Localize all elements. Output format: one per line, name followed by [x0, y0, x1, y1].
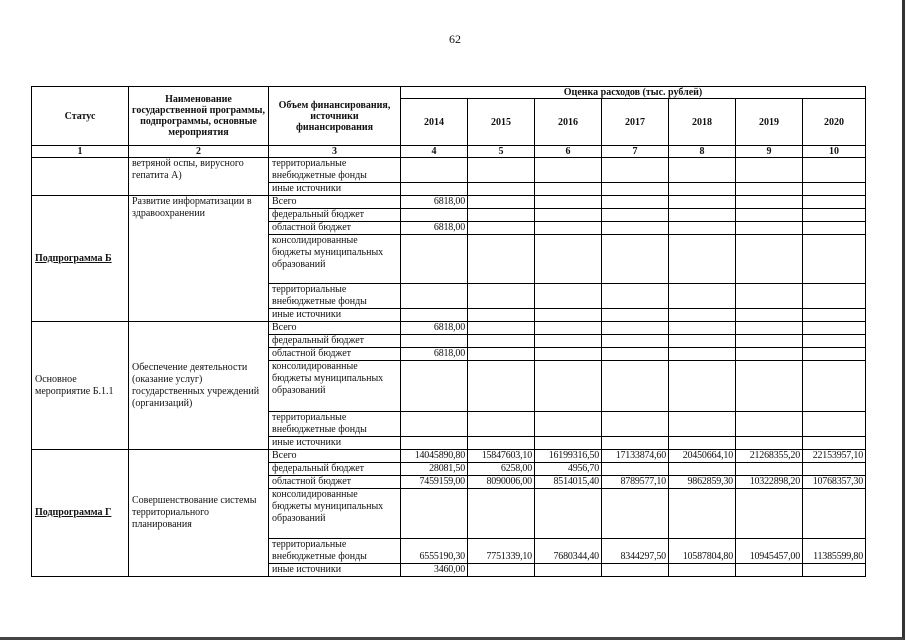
- amount-cell: [669, 335, 736, 348]
- amount-cell: 6555190,30: [401, 539, 468, 564]
- amount-cell: [468, 222, 535, 235]
- column-number: 8: [669, 146, 736, 158]
- amount-cell: 8514015,40: [535, 476, 602, 489]
- program-name-cell: ветряной оспы, вирусного гепатита А): [129, 158, 269, 196]
- amount-cell: [602, 309, 669, 322]
- amount-cell: [736, 335, 803, 348]
- amount-cell: [803, 183, 866, 196]
- header-year: 2019: [736, 99, 803, 146]
- amount-cell: [803, 309, 866, 322]
- amount-cell: [468, 309, 535, 322]
- amount-cell: [803, 284, 866, 309]
- amount-cell: [401, 309, 468, 322]
- amount-cell: [602, 437, 669, 450]
- amount-cell: [468, 348, 535, 361]
- amount-cell: [535, 361, 602, 412]
- amount-cell: [535, 196, 602, 209]
- amount-cell: [669, 222, 736, 235]
- amount-cell: [669, 309, 736, 322]
- amount-cell: [401, 183, 468, 196]
- amount-cell: [669, 209, 736, 222]
- funding-source-cell: территориальные внебюджетные фонды: [269, 284, 401, 309]
- funding-source-cell: областной бюджет: [269, 222, 401, 235]
- funding-source-cell: иные источники: [269, 564, 401, 577]
- header-year: 2015: [468, 99, 535, 146]
- amount-cell: [468, 158, 535, 183]
- amount-cell: [602, 209, 669, 222]
- amount-cell: [535, 209, 602, 222]
- funding-source-cell: федеральный бюджет: [269, 463, 401, 476]
- column-number: 5: [468, 146, 535, 158]
- amount-cell: 6818,00: [401, 222, 468, 235]
- funding-source-cell: Всего: [269, 196, 401, 209]
- amount-cell: [602, 361, 669, 412]
- table-row: [32, 322, 866, 335]
- amount-cell: 28081,50: [401, 463, 468, 476]
- amount-cell: [535, 284, 602, 309]
- amount-cell: [468, 412, 535, 437]
- program-name-cell: Совершенствование системы территориального планирования: [129, 450, 269, 577]
- funding-source-cell: иные источники: [269, 437, 401, 450]
- amount-cell: [736, 209, 803, 222]
- amount-cell: [803, 412, 866, 437]
- status-cell: [32, 158, 129, 196]
- amount-cell: [602, 284, 669, 309]
- page-number: 62: [449, 32, 461, 46]
- amount-cell: 4956,70: [535, 463, 602, 476]
- amount-cell: [803, 348, 866, 361]
- amount-cell: [468, 437, 535, 450]
- amount-cell: [669, 322, 736, 335]
- amount-cell: [401, 361, 468, 412]
- amount-cell: [535, 222, 602, 235]
- amount-cell: [669, 437, 736, 450]
- amount-cell: 21268355,20: [736, 450, 803, 463]
- table-row: [32, 158, 866, 183]
- table-body: [32, 158, 866, 577]
- amount-cell: 8344297,50: [602, 539, 669, 564]
- amount-cell: [669, 348, 736, 361]
- amount-cell: [468, 196, 535, 209]
- amount-cell: 6818,00: [401, 322, 468, 335]
- amount-cell: [736, 489, 803, 539]
- amount-cell: [602, 322, 669, 335]
- funding-source-cell: территориальные внебюджетные фонды: [269, 539, 401, 564]
- amount-cell: [401, 335, 468, 348]
- amount-cell: [736, 463, 803, 476]
- header-year: 2020: [803, 99, 866, 146]
- funding-source-cell: консолидированные бюджеты муниципальных образований: [269, 361, 401, 412]
- amount-cell: [602, 222, 669, 235]
- amount-cell: [736, 361, 803, 412]
- amount-cell: [401, 437, 468, 450]
- amount-cell: 8789577,10: [602, 476, 669, 489]
- amount-cell: [468, 335, 535, 348]
- header-status: Статус: [32, 87, 129, 146]
- amount-cell: [803, 158, 866, 183]
- amount-cell: [468, 489, 535, 539]
- amount-cell: [468, 322, 535, 335]
- amount-cell: 22153957,10: [803, 450, 866, 463]
- amount-cell: [401, 235, 468, 284]
- amount-cell: 6818,00: [401, 196, 468, 209]
- amount-cell: [401, 489, 468, 539]
- header-year: 2016: [535, 99, 602, 146]
- funding-source-cell: консолидированные бюджеты муниципальных образований: [269, 489, 401, 539]
- funding-source-cell: областной бюджет: [269, 348, 401, 361]
- amount-cell: [401, 412, 468, 437]
- amount-cell: 6258,00: [468, 463, 535, 476]
- amount-cell: [535, 412, 602, 437]
- amount-cell: [602, 158, 669, 183]
- status-cell: Основное мероприятие Б.1.1: [32, 322, 129, 450]
- amount-cell: 15847603,10: [468, 450, 535, 463]
- amount-cell: 9862859,30: [669, 476, 736, 489]
- amount-cell: [602, 196, 669, 209]
- amount-cell: 10768357,30: [803, 476, 866, 489]
- amount-cell: [535, 564, 602, 577]
- amount-cell: 6818,00: [401, 348, 468, 361]
- amount-cell: 20450664,10: [669, 450, 736, 463]
- amount-cell: [736, 309, 803, 322]
- amount-cell: 7751339,10: [468, 539, 535, 564]
- funding-source-cell: консолидированные бюджеты муниципальных образований: [269, 235, 401, 284]
- column-number: 4: [401, 146, 468, 158]
- amount-cell: [736, 284, 803, 309]
- amount-cell: [736, 564, 803, 577]
- amount-cell: [468, 235, 535, 284]
- amount-cell: [602, 463, 669, 476]
- amount-cell: [468, 183, 535, 196]
- amount-cell: [736, 322, 803, 335]
- amount-cell: [468, 209, 535, 222]
- amount-cell: [535, 489, 602, 539]
- amount-cell: [602, 564, 669, 577]
- funding-source-cell: иные источники: [269, 183, 401, 196]
- amount-cell: [468, 284, 535, 309]
- column-number: 7: [602, 146, 669, 158]
- table-row: [32, 196, 866, 209]
- amount-cell: [736, 348, 803, 361]
- amount-cell: [736, 183, 803, 196]
- amount-cell: [669, 235, 736, 284]
- amount-cell: [736, 196, 803, 209]
- amount-cell: [803, 322, 866, 335]
- funding-source-cell: Всего: [269, 450, 401, 463]
- amount-cell: [535, 235, 602, 284]
- amount-cell: [468, 564, 535, 577]
- header-name: Наименование государственной программы, подпрограммы, основные мероприятия: [129, 87, 269, 146]
- amount-cell: [669, 284, 736, 309]
- amount-cell: [736, 437, 803, 450]
- amount-cell: [803, 335, 866, 348]
- status-cell: Подпрограмма Б: [32, 196, 129, 322]
- column-number: 3: [269, 146, 401, 158]
- header-year: 2014: [401, 99, 468, 146]
- amount-cell: [803, 463, 866, 476]
- amount-cell: [401, 158, 468, 183]
- amount-cell: 7680344,40: [535, 539, 602, 564]
- amount-cell: [669, 158, 736, 183]
- status-cell: Подпрограмма Г: [32, 450, 129, 577]
- amount-cell: [401, 284, 468, 309]
- table-row: [32, 450, 866, 463]
- funding-source-cell: территориальные внебюджетные фонды: [269, 158, 401, 183]
- amount-cell: [602, 348, 669, 361]
- amount-cell: [803, 361, 866, 412]
- amount-cell: [803, 222, 866, 235]
- amount-cell: [602, 183, 669, 196]
- program-name-cell: Обеспечение деятельности (оказание услуг) государственных учреждений (организаций): [129, 322, 269, 450]
- column-number: 10: [803, 146, 866, 158]
- amount-cell: 14045890,80: [401, 450, 468, 463]
- budget-table: [31, 86, 866, 577]
- funding-source-cell: федеральный бюджет: [269, 335, 401, 348]
- amount-cell: [803, 209, 866, 222]
- amount-cell: [468, 361, 535, 412]
- funding-source-cell: территориальные внебюджетные фонды: [269, 412, 401, 437]
- header-estimate: Оценка расходов (тыс. рублей): [401, 87, 866, 99]
- amount-cell: [669, 361, 736, 412]
- amount-cell: 16199316,50: [535, 450, 602, 463]
- funding-source-cell: федеральный бюджет: [269, 209, 401, 222]
- header-year: 2017: [602, 99, 669, 146]
- amount-cell: [736, 412, 803, 437]
- amount-cell: [535, 309, 602, 322]
- amount-cell: [803, 437, 866, 450]
- amount-cell: [535, 335, 602, 348]
- amount-cell: [602, 489, 669, 539]
- amount-cell: [669, 564, 736, 577]
- amount-cell: 3460,00: [401, 564, 468, 577]
- header-year: 2018: [669, 99, 736, 146]
- column-number: 2: [129, 146, 269, 158]
- funding-source-cell: областной бюджет: [269, 476, 401, 489]
- funding-source-cell: Всего: [269, 322, 401, 335]
- amount-cell: [736, 158, 803, 183]
- amount-cell: [669, 489, 736, 539]
- amount-cell: 10587804,80: [669, 539, 736, 564]
- column-number: 9: [736, 146, 803, 158]
- amount-cell: [602, 412, 669, 437]
- amount-cell: 11385599,80: [803, 539, 866, 564]
- amount-cell: [535, 437, 602, 450]
- amount-cell: [803, 235, 866, 284]
- amount-cell: [535, 322, 602, 335]
- amount-cell: [669, 183, 736, 196]
- amount-cell: [401, 209, 468, 222]
- amount-cell: 17133874,60: [602, 450, 669, 463]
- amount-cell: 10945457,00: [736, 539, 803, 564]
- amount-cell: [669, 196, 736, 209]
- amount-cell: [736, 222, 803, 235]
- amount-cell: [602, 335, 669, 348]
- amount-cell: [669, 412, 736, 437]
- amount-cell: 8090006,00: [468, 476, 535, 489]
- amount-cell: [803, 489, 866, 539]
- column-number: 6: [535, 146, 602, 158]
- amount-cell: [535, 183, 602, 196]
- amount-cell: [535, 158, 602, 183]
- amount-cell: 7459159,00: [401, 476, 468, 489]
- amount-cell: [803, 196, 866, 209]
- amount-cell: 10322898,20: [736, 476, 803, 489]
- header-finance: Объем финансирования, источники финансирования: [269, 87, 401, 146]
- amount-cell: [803, 564, 866, 577]
- amount-cell: [669, 463, 736, 476]
- program-name-cell: Развитие информатизации в здравоохранении: [129, 196, 269, 322]
- amount-cell: [736, 235, 803, 284]
- amount-cell: [535, 348, 602, 361]
- funding-source-cell: иные источники: [269, 309, 401, 322]
- column-number: 1: [32, 146, 129, 158]
- amount-cell: [602, 235, 669, 284]
